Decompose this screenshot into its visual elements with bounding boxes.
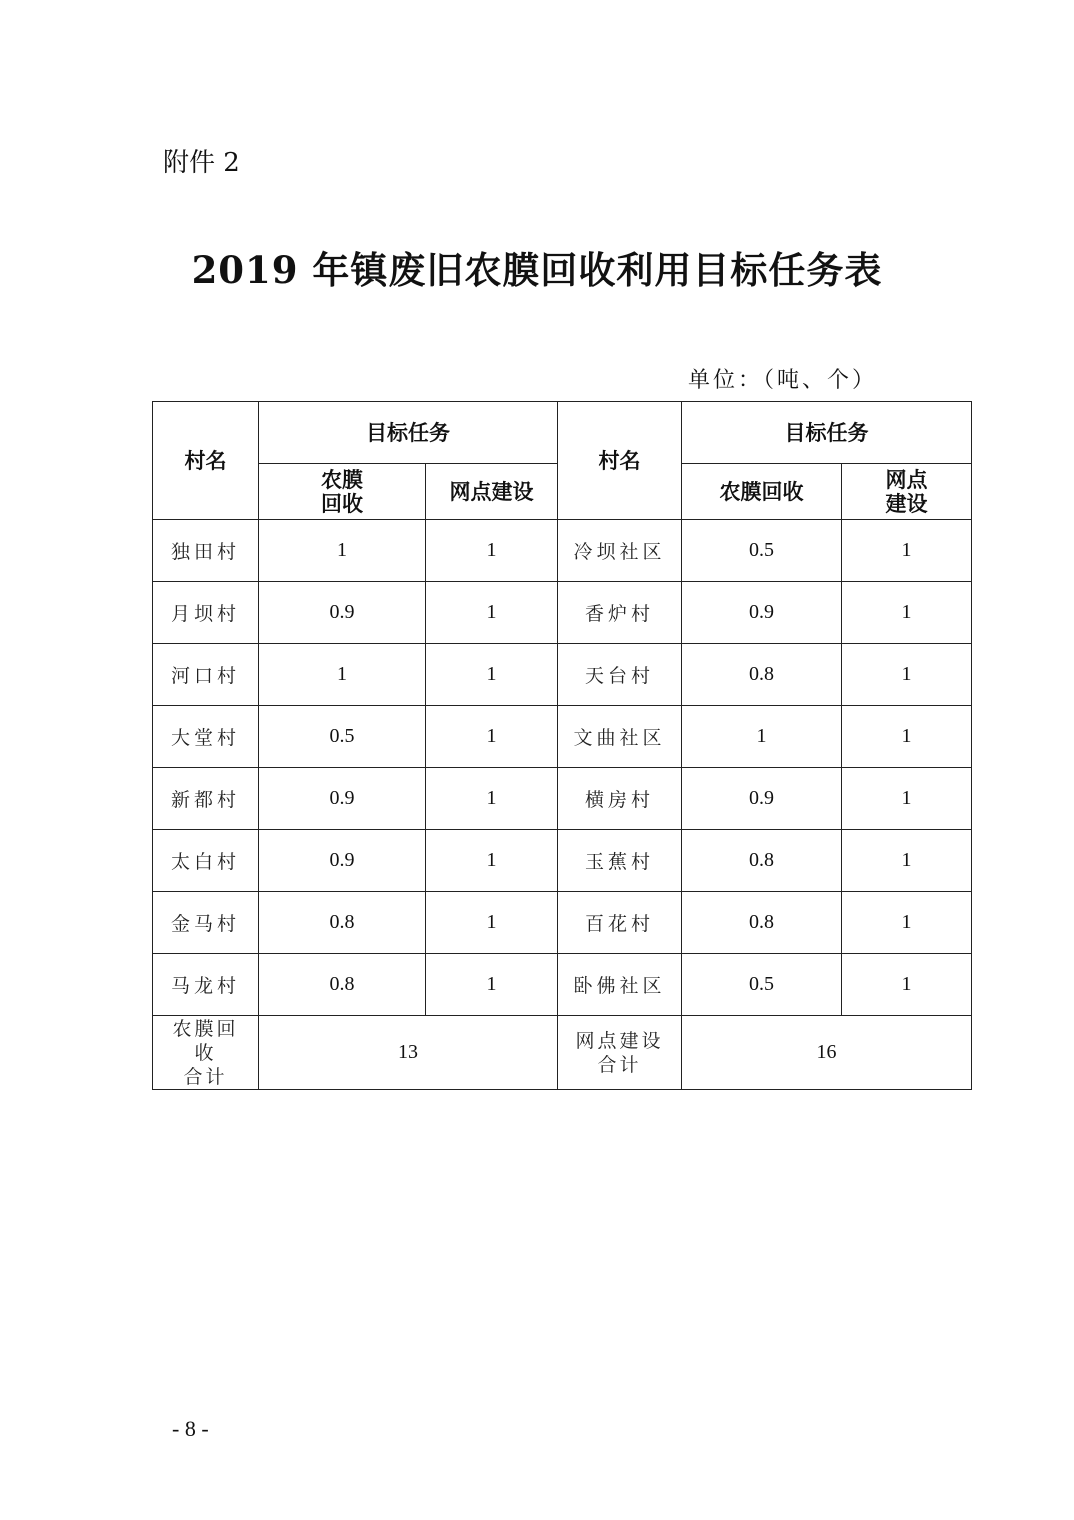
table-row [153, 706, 972, 768]
left-outlet-cell: 1 [426, 520, 558, 582]
left-outlet-cell: 1 [426, 644, 558, 706]
left-recovery-cell: 0.9 [259, 582, 426, 644]
left-village-cell: 河口村 [153, 644, 259, 706]
target-task-table [152, 401, 972, 1090]
recovery-total-label-line2: 收 [194, 1041, 217, 1064]
right-village-cell: 卧佛社区 [558, 954, 682, 1016]
left-outlet-cell: 1 [426, 954, 558, 1016]
right-village-cell: 百花村 [558, 892, 682, 954]
left-outlet-cell: 1 [426, 892, 558, 954]
recovery-total-label-line3: 合计 [183, 1065, 228, 1088]
left-village-cell: 新都村 [153, 768, 259, 830]
outlet-total-value: 16 [682, 1016, 972, 1090]
right-village-cell: 天台村 [558, 644, 682, 706]
left-village-cell: 金马村 [153, 892, 259, 954]
header-target-task-left: 目标任务 [259, 402, 558, 464]
header-recovery-left-line1: 农膜 [321, 467, 363, 492]
right-outlet-cell: 1 [842, 892, 972, 954]
document-title: 2019 年镇废旧农膜回收利用目标任务表 [191, 248, 883, 292]
left-outlet-cell: 1 [426, 768, 558, 830]
header-outlet-right-line1: 网点 [885, 467, 928, 492]
outlet-total-label [558, 1016, 682, 1090]
recovery-total-value: 13 [259, 1016, 558, 1090]
header-outlet-right [842, 464, 972, 520]
left-recovery-cell: 0.8 [259, 892, 426, 954]
left-village-cell: 马龙村 [153, 954, 259, 1016]
table-row [153, 582, 972, 644]
right-recovery-cell: 0.8 [682, 892, 842, 954]
header-outlet-left: 网点建设 [426, 464, 558, 520]
table-row [153, 520, 972, 582]
table-row [153, 768, 972, 830]
right-recovery-cell: 0.5 [682, 520, 842, 582]
right-outlet-cell: 1 [842, 520, 972, 582]
right-village-cell: 香炉村 [558, 582, 682, 644]
right-village-cell: 冷坝社区 [558, 520, 682, 582]
header-recovery-left [259, 464, 426, 520]
right-recovery-cell: 0.8 [682, 644, 842, 706]
unit-note: 单位：（吨、个） [688, 368, 878, 393]
right-recovery-cell: 0.5 [682, 954, 842, 1016]
outlet-total-label-line1: 网点建设 [575, 1029, 664, 1052]
outlet-total-label-line2: 合计 [597, 1053, 642, 1076]
header-outlet-right-line2: 建设 [885, 491, 928, 516]
left-outlet-cell: 1 [426, 706, 558, 768]
left-outlet-cell: 1 [426, 582, 558, 644]
right-outlet-cell: 1 [842, 644, 972, 706]
header-target-task-right: 目标任务 [682, 402, 972, 464]
attachment-label: 附件 2 [163, 148, 240, 178]
left-recovery-cell: 1 [259, 520, 426, 582]
right-village-cell: 玉蕉村 [558, 830, 682, 892]
right-outlet-cell: 1 [842, 582, 972, 644]
left-recovery-cell: 0.5 [259, 706, 426, 768]
header-recovery-right: 农膜回收 [682, 464, 842, 520]
left-village-cell: 大堂村 [153, 706, 259, 768]
right-outlet-cell: 1 [842, 768, 972, 830]
left-recovery-cell: 1 [259, 644, 426, 706]
header-recovery-left-line2: 回收 [321, 491, 363, 516]
totals-row [153, 1016, 972, 1090]
right-village-cell: 文曲社区 [558, 706, 682, 768]
right-recovery-cell: 0.8 [682, 830, 842, 892]
left-outlet-cell: 1 [426, 830, 558, 892]
table-row [153, 954, 972, 1016]
right-recovery-cell: 0.9 [682, 582, 842, 644]
right-recovery-cell: 1 [682, 706, 842, 768]
header-row [153, 402, 972, 464]
header-village-right: 村名 [558, 402, 682, 520]
right-outlet-cell: 1 [842, 830, 972, 892]
right-village-cell: 横房村 [558, 768, 682, 830]
left-recovery-cell: 0.9 [259, 768, 426, 830]
recovery-total-label [153, 1016, 259, 1090]
right-recovery-cell: 0.9 [682, 768, 842, 830]
right-outlet-cell: 1 [842, 954, 972, 1016]
left-village-cell: 月坝村 [153, 582, 259, 644]
table-row [153, 644, 972, 706]
recovery-total-label-line1: 农膜回 [172, 1017, 239, 1040]
left-village-cell: 太白村 [153, 830, 259, 892]
header-village-left: 村名 [153, 402, 259, 520]
right-outlet-cell: 1 [842, 706, 972, 768]
left-recovery-cell: 0.8 [259, 954, 426, 1016]
page-number: - 8 - [172, 1416, 209, 1441]
left-recovery-cell: 0.9 [259, 830, 426, 892]
table-row [153, 830, 972, 892]
table-row [153, 892, 972, 954]
left-village-cell: 独田村 [153, 520, 259, 582]
